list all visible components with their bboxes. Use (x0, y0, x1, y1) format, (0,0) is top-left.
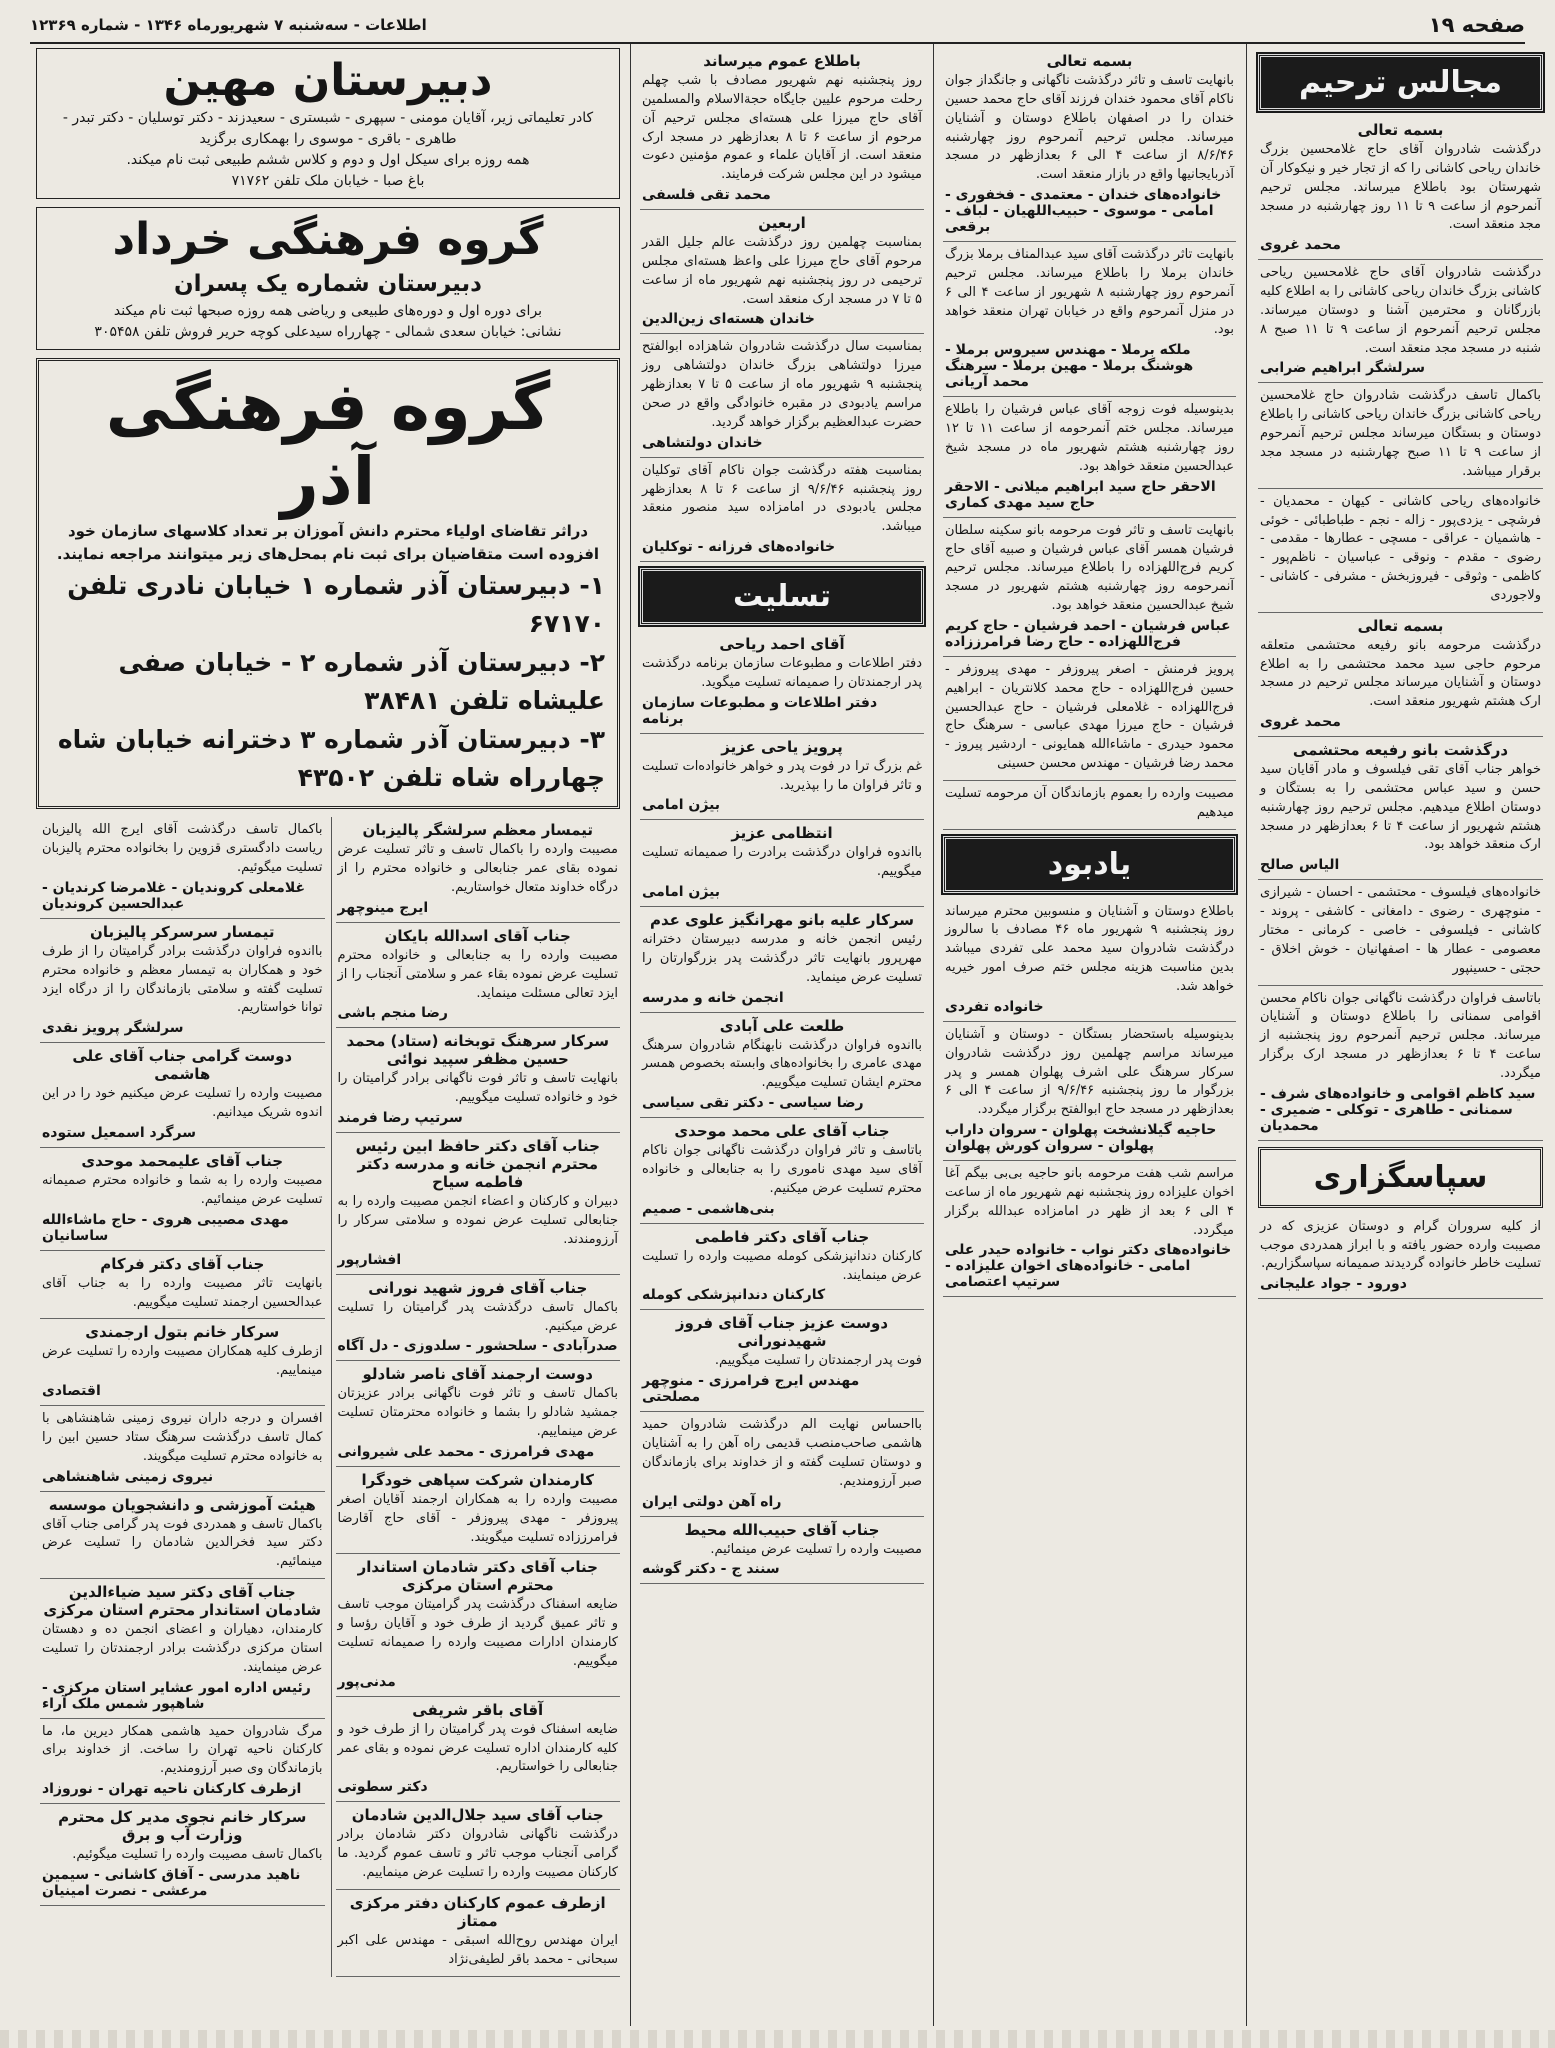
thanks-banner: سپاسگزاری (1258, 1147, 1543, 1208)
notice-list (36, 817, 325, 1976)
notice (640, 734, 924, 821)
notice-body: ضایعه اسفناک فوت پدر گرامیتان را از طرف خود و کلیه کارمندان اداره تسلیت عرض نموده و بقای عمر جنابعالی را خواستاریم. (337, 1721, 618, 1775)
notice-body: مصیبت وارده را باکمال تاسف و تاثر تسلیت عرض نموده بقای عمر جنابعالی و خانواده محترم را از درگاه خداوند متعال خواستاریم. (337, 842, 618, 896)
notice-signature: سرلشگر ابراهیم ضرابی (1260, 360, 1425, 377)
notice-signature: دفتر اطلاعات و مطبوعات سازمان برنامه (642, 694, 878, 727)
notice-title: کارمندان شرکت سپاهی خودگرا (361, 1470, 595, 1489)
notice (336, 1133, 621, 1275)
notice (40, 1319, 325, 1406)
notice-title: آقای احمد ریاحی (719, 635, 845, 654)
condolence-subcolumns (36, 817, 620, 1976)
notice (1258, 383, 1543, 488)
notice-body: ازطرف کلیه همکاران مصیبت وارده را تسلیت عرض مینماییم. (41, 1344, 323, 1379)
notice-body: بانهایت تاثر درگذشت آقای سید عبدالمناف برملا بزرگ خاندان برملا را باطلاع میرساند. مجلس ترحیم آنمرحوم روز چهارشنبه ۸ شهریور از ساعت ۴ الی ۶ در منزل آنمرحوم واقع در خیابان تهران منعقد خواهد بود. (945, 247, 1234, 338)
notice (1258, 117, 1543, 260)
notice-signature: دکتر سطوتی (337, 1779, 428, 1796)
notice (1258, 986, 1543, 1141)
notice-body: باکمال تاسف درگذشت آقای ایرج الله پالیزبان ریاست دادگستری قزوین را بخانواده محترم پالیزبان تسلیت میگوئیم. (42, 822, 323, 876)
notice-list (640, 48, 924, 562)
ad-subtitle: دبیرستان شماره یک پسران (174, 270, 482, 297)
notice (40, 1406, 325, 1492)
notice-signature: محمد غروی (1260, 237, 1341, 254)
notice-title: درگذشت بانو رفیعه محتشمی (1292, 741, 1509, 760)
ad-mahin-school (36, 48, 620, 199)
notice-title: سرکار سرهنگ توبخانه (ستاد) محمد حسین مظفر سپید نوائی (346, 1032, 609, 1069)
notice-body: مصیبت وارده را تسلیت عرض میکنیم خود را در این اندوه شریک میدانیم. (42, 1086, 323, 1121)
notice-signature: رئیس اداره امور عشایر استان مرکزی - شاهپور شمس ملک آراء (42, 1679, 311, 1712)
notice (640, 1310, 924, 1412)
notice-title: جناب آقای دکتر حافظ ابین رئیس محترم انجمن خانه و مدرسه دکتر فاطمه سیاح (355, 1137, 600, 1192)
notice-body: فوت پدر ارجمندتان را تسلیت میگوییم. (714, 1353, 922, 1369)
ad-line: دراثر تقاضای اولیاء محترم دانش آموزان بر تعداد کلاسهای سازمان خود افزوده است متقاضیان برای ثبت نام بمحل‌های زیر میتوانند مراجعه نمایند. (56, 522, 600, 563)
notice-body: خانواده‌های ریاحی کاشانی - کیهان - محمدیان - فرشچی - یزدی‌پور - زاله - نجم - طباطبائی - خوئی - هاشمیان - عراقی - مسچی - عطارها - مقدمی - رضوی - مقدم - ونوقی - عباسیان - ناظم‌پور - کاظمی - وثوقی - فیروزبخش - مشرفی - کاشانی - ولاجوردی (1260, 493, 1541, 603)
notice (943, 1022, 1236, 1161)
notice-body: خواهر جناب آقای تقی فیلسوف و مادر آقایان سید حسن و سید عباس محتشمی را به بستگان و دوستان اطلاع میدهیم. مجلس ترحیم روز چهارشنبه هشتم شهریور از ساعت ۴ تا ۶ بعدازظهر در مسجد ارک منعقد خواهد بود. (1260, 762, 1541, 853)
notice-title: طلعت علی آبادی (719, 1016, 845, 1035)
notice-signature: بیژن امامی (642, 884, 721, 901)
ad-title: گروه فرهنگی خرداد (112, 213, 544, 265)
notice-body: درگذشت شادروان آقای حاج غلامحسین ریاحی کاشانی بزرگ خاندان ریاحی کاشانی را به اطلاع کلیه بازرگانان و محترمین آشنا و دوستان میرساند. مجلس ترحیم آنمرحوم از ساعت ۹ تا ۱۱ صبح ۸ شنبه در مسجد مجد منعقد است. (1260, 265, 1542, 356)
notice-body: خانواده‌های فیلسوف - محتشمی - احسان - شیرازی - منوچهری - رضوی - دامغانی - کاشفی - پروند - کاشانی - فیلسوفی - خاصی - کرمانی - مختار معصومی - عطار ها - اصفهانیان - خوش اخلاق - حجتی - حسینپور (1260, 885, 1541, 976)
notice-body: بانهایت تاسف و تاثر درگذشت ناگهانی و جانگداز جوان ناکام آقای محمود خندان فرزند آقای حاج محمد حسین خندان را در اصفهان باطلاع دوستان و آشنایان میرساند. مجلس ترحیم آنمرحوم روز چهارشنبه ۸/۶/۴۶ از ساعت ۴ الی ۶ بعدازظهر در مسجد آذربایجانیها واقع در بازار منعقد است. (945, 73, 1234, 183)
notice-body: بااندوه فراوان درگذشت برادر گرامیتان را از طرف خود و همکاران به تیمسار معظم و خانواده محترم تسلیت گفته و سلامتی بازماندگان را از درگاه ایزد توانا خواستاریم. (42, 943, 323, 1016)
notice-body: بمناسبت هفته درگذشت جوان ناکام آقای توکلیان روز پنجشنبه ۹/۶/۴۶ از ساعت ۶ تا ۸ بعدازظهر مجلس یادبودی در امامزاده سید منصور منعقد میباشد. (642, 462, 922, 535)
notice (943, 781, 1236, 830)
notice-body: باکمال تاسف مصیبت وارده را تسلیت میگوئیم. (72, 1847, 323, 1863)
notice (40, 817, 325, 919)
notice-list (943, 48, 1236, 830)
notice-body: مصیبت وارده را به همکاران ارجمند آقایان اصغر پیروزفر - مهدی پیروزفر - آقای حاج آقارضا فرامرززاده تسلیت میگویند. (337, 1491, 618, 1545)
notice (40, 1719, 325, 1805)
notice-body: افسران و درجه داران نیروی زمینی شاهنشاهی با کمال تاسف درگذشت سرهنگ ستاد حسین ابین را به خانواده محترم تسلیت میگویند. (42, 1411, 323, 1464)
notice-body: باکمال تاسف و تاثر فوت ناگهانی برادر عزیزتان جمشید شادلو را بشما و خانواده محترمتان تسلیت عرض مینماییم. (337, 1386, 618, 1440)
masthead (30, 8, 1525, 44)
notice-body: باطلاع دوستان و آشنایان و منسوبین محترم میرساند روز پنجشنبه ۹ شهریور ماه ۴۶ مصادف با سالروز درگذشت شادروان سید محمد علی تفردی میباشد بدین مناسبت هزینه مجلس ختم صرف امور خیریه خواهد شد. (945, 903, 1234, 994)
notice (40, 1251, 325, 1320)
notice (943, 397, 1236, 517)
ad-line: نشانی: خیابان سعدی شمالی - چهارراه سیدعلی کوچه حریر فروش تلفن ۳۰۵۴۵۸ (94, 323, 562, 340)
notice (943, 242, 1236, 397)
notice (640, 631, 924, 734)
ad-line: باغ صبا - خیابان ملک تلفن ۷۱۷۶۲ (231, 172, 425, 189)
notice-signature: رضا سیاسی - دکتر تقی سیاسی (642, 1095, 864, 1112)
notice-body: دبیران و کارکنان و اعضاء انجمن مصیبت وارده را به جنابعالی تسلیت عرض نموده و سلامتی سرکار را آرزومندند. (337, 1194, 618, 1247)
ad-title: گروه فرهنگی آذر (105, 367, 551, 521)
notice-signature: الاحقر حاج سید ابراهیم میلانی - الاحقر حاج سید مهدی کماری (945, 478, 1216, 511)
notice-body: کارکنان دندانپزشکی کومله مصیبت وارده را تسلیت عرض مینمایند. (642, 1248, 922, 1283)
notice-title: بسمه تعالی (1046, 52, 1133, 70)
notice-signature: ایرج مینوچهر (337, 899, 429, 916)
notice-body: بمناسبت چهلمین روز درگذشت عالم جلیل القدر مرحوم آقای حاج میرزا علی واعظ هسته‌ای مجلس ترحیمی در روز پنجشنبه نهم شهریور ماه از ساعت ۵ تا ۷ در مسجد ارک منعقد است. (642, 235, 922, 307)
column-rule (630, 44, 631, 2026)
notice (640, 1517, 924, 1585)
notice-body: مصیبت وارده را به جنابعالی و خانواده محترم تسلیت عرض نموده بقاء عمر و سلامتی آنجناب را از ایزد تعالی مسئلت مینماید. (337, 947, 618, 1001)
notice-signature: افشارپور (337, 1251, 402, 1268)
notice-list (331, 817, 621, 1976)
notice (1258, 613, 1543, 737)
notice-title: جناب آقای حبیب‌الله محیط (684, 1520, 880, 1539)
notice (943, 899, 1236, 1022)
notice-list (943, 899, 1236, 1298)
notice-body: مصیبت وارده را بعموم بازماندگان آن مرحومه تسلیت میدهیم (945, 785, 1234, 820)
notice (1258, 880, 1543, 985)
notice (640, 1013, 924, 1119)
notice-body: درگذشت مرحومه بانو رفیعه محتشمی متعلقه مرحوم حاجی سید محمد محتشمی را به اطلاع دوستان و آشنایان میرساند مجلس ترحیم در مسجد ارک هشتم شهریور منعقد است. (1260, 637, 1541, 710)
notice-signature: سید کاظم اقوامی و خانواده‌های شرف - سمنانی - طاهری - توکلی - ضمیری - محمدیان (1260, 1085, 1536, 1134)
notice-signature: راه آهن دولتی ایران (642, 1493, 782, 1510)
notice-signature: ملکه برملا - مهندس سیروس برملا - هوشنگ برملا - مهین برملا - سرهنگ محمد آریانی (945, 342, 1194, 391)
notice-body: مرگ شادروان حمید هاشمی همکار دیرین ما، ما کارکنان ناحیه تهران را ساخت. از خداوند برای بازماندگان وی صبر آرزومندیم. (42, 1723, 323, 1777)
notice (40, 1148, 325, 1251)
notice-body: از کلیه سروران گرام و دوستان عزیزی که در مصیبت وارده حضور یافته و با ابراز همدردی موجب تسلیت خاطر خانواده گردیدند صمیمانه سپاسگزاریم. (1260, 1218, 1541, 1272)
notice-body: بااندوه فراوان درگذشت برادرت را صمیمانه تسلیت میگوییم. (642, 845, 922, 880)
ad-khordad-group (36, 207, 620, 350)
notice (640, 1412, 924, 1516)
notice (640, 1118, 924, 1224)
notice-body: بانهایت تاسف و تاثر فوت ناگهانی برادر گرامیتان را خود و خانواده تسلیت میگوییم. (337, 1071, 618, 1106)
ad-line: همه روزه برای سیکل اول و دوم و کلاس ششم طبیعی ثبت نام میکند. (126, 151, 530, 168)
notice-signature: محمد غروی (1260, 714, 1341, 731)
notice (1258, 489, 1543, 613)
notice-body: ایران مهندس روح‌الله اسبقی - مهندس علی اکبر سبحانی - محمد باقر لطیفی‌نژاد (337, 1932, 618, 1967)
notice-body: باکمال تاسف درگذشت پدر گرامیتان را تسلیت عرض میکنیم. (337, 1299, 618, 1334)
notice-title: آقای باقر شریفی (412, 1700, 544, 1719)
notice-title: سرکار علیه بانو مهرانگیز علوی عدم (650, 911, 914, 930)
notice (336, 1275, 621, 1362)
notice-signature: مهندس ایرج فرامرزی - منوچهر مصلحتی (642, 1373, 860, 1406)
notice-body: پرویز فرمنش - اصغر پیروزفر - مهدی پیروزفر - حسین فرج‌اللهزاده - حاج محمد کلانتریان - ابراهیم فرج‌اللهزاده - غلامعلی فرشیان - حاج عبدالحسین فرشیان - حاج میرزا مهدی عباسی - سرهنگ حاج محمود حیدری - ماشاءالله همایونی - اردشیر پیروز - محمد رضا فرشیان - مهندس محسن حسینی (945, 661, 1234, 772)
notice-title: دوست ارجمند آقای ناصر شادلو (362, 1365, 594, 1384)
notice (640, 1224, 924, 1311)
notice-signature: حاجیه گیلانشخت پهلوان - سروان داراب پهلوان - سروان کورش پهلوان (945, 1122, 1217, 1155)
notice-body: باکمال تاسف درگذشت شادروان حاج غلامحسین ریاحی کاشانی بزرگ خاندان ریاحی کاشانی را باطلاع دوستان و بستگان میرساند مجلس ترحیم آنمرحوم از ساعت ۹ تا ۱۱ صبح چهارشنبه در مسجد مجد برقرار میباشد. (1260, 388, 1542, 479)
notice-body: بااندوه فراوان درگذشت نابهنگام شادروان سرهنگ مهدی عامری را بخانواده‌های وابسته بخصوص همسر محترم ایشان تسلیت میگوییم. (642, 1037, 922, 1091)
notice-signature: سرگرد اسمعیل ستوده (42, 1124, 197, 1141)
page-number: صفحه ۱۹ (1428, 13, 1525, 37)
notice (943, 48, 1236, 242)
ad-address: ۲- دبیرستان آذر شماره ۲ - خیابان صفی علیشاه تلفن ۳۸۴۸۱ (118, 648, 605, 715)
ad-address: ۱- دبیرستان آذر شماره ۱ خیابان نادری تلفن ۶۷۱۷۰ (67, 571, 605, 638)
notice (640, 458, 924, 562)
notice-title: تیمسار سرسرکر پالیزبان (90, 922, 275, 941)
column-memorials (1252, 44, 1549, 2026)
notice (943, 657, 1236, 781)
torn-edge (0, 2030, 1555, 2048)
notice-title: جناب آقای دکتر شادمان استاندار محترم استان مرکزی (357, 1558, 598, 1595)
notice-signature: دورود - جواد علیجانی (1260, 1276, 1407, 1293)
notice (336, 817, 621, 923)
notice-signature: خانواده‌های خندان - معتمدی - فخفوری - امامی - موسوی - حبیب‌اللهیان - لباف - برقعی (945, 187, 1222, 236)
column-notices-3 (634, 44, 930, 2026)
notice-signature: خانواده‌های دکتر نواب - خانواده حیدر علی امامی - خانواده‌های اخوان علیزاده - سرتیپ اعتصامی (945, 1242, 1232, 1291)
notice-title: جناب آقای اسدالله بایکان (384, 926, 571, 945)
notice-body: بمناسبت سال درگذشت شادروان شاهزاده ابوالفتح میرزا دولتشاهی بزرگ خاندان دولتشاهی روز پنجشنبه ۹ شهریور ماه از ساعت ۵ تا ۷ بعدازظهر مراسم یادبودی در مقبره خانوادگی واقع در صحن حضرت عبدالعظیم برگزار خواهد گردید. (642, 339, 922, 430)
notice-signature: غلامعلی کروندیان - غلامرضا کرندیان - عبدالحسین کروندیان (42, 879, 306, 912)
notice (336, 1467, 621, 1555)
notice-body: کارمندان، دهیاران و اعضای انجمن ده و دهستان استان مرکزی درگذشت برادر ارجمندتان را تسلیت عرض مینمایند. (42, 1622, 323, 1675)
notice-body: درگذشت شادروان آقای حاج غلامحسین بزرگ خاندان ریاحی کاشانی را که از تجار خیر و نیکوکار آن شهرستان بود باطلاع میرساند. مجلس ترحیم آنمرحوم از ساعت ۹ تا ۱۱ روز چهارشنبه در مسجد مجد منعقد است. (1260, 142, 1542, 233)
notice-body: درگذشت ناگهانی شادروان دکتر شادمان برادر گرامی آنجناب موجب تاثر و تاسف عموم گردید. ما کارکنان مصیبت وارده را تسلیت عرض مینماییم. (337, 1827, 618, 1880)
notice-list (1258, 117, 1543, 1141)
ad-address: ۳- دبیرستان آذر شماره ۳ دخترانه خیابان شاه چهارراه شاه تلفن ۴۳۵۰۲ (57, 725, 605, 792)
notice-title: دوست گرامی جناب آقای علی هاشمی (72, 1047, 293, 1084)
notice-signature: بیژن امامی (642, 797, 721, 814)
notice-signature: الیاس صالح (1260, 857, 1340, 874)
notice-title: جناب آقای دکتر فاطمی (694, 1227, 870, 1246)
notice-signature: نیروی زمینی شاهنشاهی (42, 1468, 214, 1485)
notice (336, 1361, 621, 1467)
ad-title: دبیرستان مهین (163, 55, 493, 106)
notice-signature: ازطرف کارکنان ناحیه تهران - نوروزاد (42, 1781, 302, 1798)
notice (640, 820, 924, 907)
column-rule (1246, 44, 1247, 2026)
notice-signature: اقتصادی (42, 1383, 101, 1400)
thanks-notice (1258, 1214, 1543, 1300)
notice (1258, 737, 1543, 880)
notice-body: باکمال تاسف و همدردی فوت پدر گرامی جناب آقای دکتر سید فخرالدین شادمان را تسلیت عرض مینمائیم. (42, 1516, 323, 1570)
column-rule (933, 44, 934, 2026)
notice (40, 919, 325, 1043)
notice-signature: کارکنان دندانپزشکی کومله (642, 1287, 826, 1304)
notice-signature: سنند ج - دکتر گوشه (642, 1561, 780, 1578)
notice-body: مراسم شب هفت مرحومه بانو حاجیه بی‌بی بیگم آغا اخوان علیزاده روز پنجشنبه نهم شهریور ماه از ساعت ۴ الی ۶ بعد از ظهر در امامزاده عبدالله برگزار میگردد. (945, 1166, 1234, 1238)
notice-body: بدینوسیله فوت زوجه آقای عباس فرشیان را باطلاع میرساند. مجلس ختم آنمرحومه از ساعت ۱۱ تا ۱۲ روز چهارشنبه هشتم شهریور ماه در مسجد شیخ عبدالحسین منعقد خواهد بود. (945, 402, 1235, 474)
notice-body: روز پنجشنبه نهم شهریور مصادف با شب چهلم رحلت مرحوم علیین جایگاه حجة‌الاسلام والمسلمین آقای حاج میرزا علی هسته‌ای مجلس ترحیم آن مرحوم از ساعت ۶ تا ۸ بعدازظهر در مسجد ارک منعقد است. از آقایان علماء و عموم مؤمنین دعوت میشود در این مجلس شرکت فرمایند. (642, 73, 923, 183)
notice (640, 907, 924, 1013)
notice-body: باتاسف و تاثر فراوان درگذشت ناگهانی جوان ناکام آقای سید مهدی ناموری را به جنابعالی و خانواده محترم تسلیت عرض میکنیم. (642, 1143, 922, 1196)
notice-signature: مهدی مصیبی هروی - حاج ماشاءالله ساسانیان (42, 1211, 289, 1244)
notice (336, 1697, 621, 1803)
notice-body: بدینوسیله باستحضار بستگان - دوستان و آشنایان میرساند مراسم چهلمین روز درگذشت شادروان سرکار سرهنگ علی اشرف پهلوان همسر و پدر بزرگوار ما روز پنجشنبه ۹/۶/۴۶ از ساعت ۴ الی ۶ بعدازظهر در مسجد حاج ابوالفتح برگزار میگردد. (945, 1026, 1234, 1118)
notice-list (640, 631, 924, 1584)
notice-title: اربعین (758, 214, 806, 233)
notice-title: جناب آقای فروز شهید نورانی (368, 1278, 588, 1297)
notice (40, 1043, 325, 1148)
ad-azar-group (36, 358, 620, 810)
notice (40, 1492, 325, 1580)
notice-signature: رضا منجم باشی (337, 1005, 448, 1022)
notice-signature: ناهید مدرسی - آفاق کاشانی - سیمین مرعشی - نصرت امینیان (42, 1867, 301, 1899)
notice-signature: سرتیپ رضا فرمند (337, 1110, 463, 1127)
notice-signature: مدنی‌پور (337, 1673, 396, 1690)
notice (640, 334, 924, 457)
notice (40, 1579, 325, 1719)
notice (1258, 260, 1543, 383)
notice-title: جناب آقای سید جلال‌الدین شادمان (351, 1806, 604, 1825)
notice-body: دفتر اطلاعات و مطبوعات سازمان برنامه درگذشت پدر ارجمندتان را صمیمانه تسلیت میگوید. (642, 656, 922, 690)
ad-line: کادر تعلیماتی زیر، آقایان مومنی - سپهری - شبستری - سعیدزند - دکتر توسلیان - دکتر تبدر - طاهری - باقری - موسوی را بهمکاری برگزید (62, 109, 594, 147)
issue-info: اطلاعات - سه‌شنبه ۷ شهریورماه ۱۳۴۶ - شماره ۱۲۳۶۹ (30, 16, 427, 34)
notice-body: بانهایت تاثر مصیبت وارده را به جناب آقای عبدالحسین ارجمند تسلیت میگوییم. (42, 1275, 323, 1310)
notice (943, 1161, 1236, 1297)
memorial-services-banner: مجالس ترحیم (1258, 54, 1543, 111)
notice-signature: عباس فرشیان - احمد فرشیان - حاج کریم فرج‌اللهزاده - حاج رضا فرامرززاده (945, 617, 1231, 650)
notice-signature: محمد تقی فلسفی (642, 187, 771, 204)
notice-body: غم بزرگ ترا در فوت پدر و خواهر خانواده‌ات تسلیت و تاثر فراوان ما را بپذیرید. (642, 758, 922, 793)
column-ads (30, 44, 626, 2026)
notice-body: مصیبت وارده را به شما و خانواده محترم صمیمانه تسلیت عرض مینمائیم. (42, 1172, 323, 1207)
condolence-banner: تسلیت (640, 568, 924, 625)
notice-title: جناب آقای علی محمد موحدی (674, 1122, 890, 1141)
notice-signature: مهدی فرامرزی - محمد علی شیروانی (337, 1443, 595, 1460)
notice-body: مصیبت وارده را تسلیت عرض مینمائیم. (710, 1541, 922, 1557)
notice-title: تیمسار معظم سرلشگر پالیزبان (362, 821, 594, 840)
notice-title: جناب آقای علیمحمد موحدی (81, 1151, 284, 1170)
notice-body: رئیس انجمن خانه و مدرسه دبیرستان دخترانه مهرپرور بانهایت تاثر درگذشت پدر بزرگوارتان را تسلیت عرض مینماید. (642, 932, 922, 985)
notice-title: بسمه تعالی (1357, 616, 1444, 635)
notice-title: سرکار خانم نجوی مدیر کل محترم وزارت آب و برق (58, 1808, 307, 1845)
notice-title: ازطرف عموم کارکنان دفتر مرکزی ممتاز (349, 1893, 606, 1930)
notice-title: باطلاع عموم میرساند (703, 52, 861, 70)
notice (336, 1554, 621, 1696)
notice (336, 1802, 621, 1890)
remembrance-banner: یادبود (943, 836, 1236, 893)
notice-title: هیئت آموزشی و دانشجویان موسسه (48, 1495, 316, 1514)
ad-line: برای دوره اول و دوره‌های طبیعی و ریاضی همه روزه صبحها ثبت نام میکند (113, 302, 543, 319)
notice-signature: خانواده‌های فرزانه - توکلیان (642, 539, 836, 556)
notice (336, 1028, 621, 1133)
notice (336, 923, 621, 1029)
column-notices-2 (937, 44, 1242, 2026)
notice-title: سرکار خانم بتول ارجمندی (85, 1323, 280, 1342)
notice-signature: انجمن خانه و مدرسه (642, 989, 784, 1006)
notice-title: جناب آقای دکتر سید ضیاءالدین شادمان استاندار محترم استان مرکزی (43, 1583, 322, 1620)
notice-title: پرویز یاحی عزیز (721, 737, 843, 756)
notice (943, 518, 1236, 657)
notice (40, 1804, 325, 1906)
notice-signature: بنی‌هاشمی - صمیم (642, 1200, 775, 1217)
notice-body: ضایعه اسفناک درگذشت پدر گرامیتان موجب تاسف و تاثر عمیق گردید از طرف خود و آقایان رؤسا و کارمندان ادارات مصیبت وارده را صمیمانه تسلیت میگوییم. (337, 1597, 618, 1669)
notice-title: دوست عزیز جناب آقای فروز شهیدنورانی (675, 1314, 889, 1351)
notice-signature: خاندان دولتشاهی (642, 434, 763, 451)
notice-signature: صدرآبادی - سلحشور - سلدوزی - دل آگاه (337, 1338, 618, 1355)
notice (640, 48, 924, 210)
notice (640, 210, 924, 334)
notice-signature: خانواده تفردی (945, 998, 1044, 1015)
notice-body: بانهایت تاسف و تاثر فوت مرحومه بانو سکینه سلطان فرشیان همسر آقای عباس فرشیان و صبیه آقای حاج کریم فرج‌اللهزاده را باطلاع میرساند. مجلس ترحیم آنمرحومه روز چهارشنبه هشتم شهریور در مسجد شیخ عبدالحسین منعقد خواهد بود. (945, 522, 1234, 614)
notice-signature: خاندان هسته‌ای زین‌الدین (642, 311, 815, 328)
notice-title: انتظامی عزیز (731, 824, 833, 843)
notice-body: باتاسف فراوان درگذشت ناگهانی جوان ناکام محسن اقوامی سمنانی را باطلاع دوستان و آشنایان میرساند. مجلس ترحیم آنمرحوم روز پنجشنبه از ساعت ۴ تا ۶ بعدازظهر در مسجد ارک برگزار میگردد. (1260, 990, 1542, 1081)
notice-body: بااحساس نهایت الم درگذشت شادروان حمید هاشمی صاحب‌منصب قدیمی راه آهن را به آشنایان و دوستان تسلیت گفته و از خداوند برای بازماندگان صبر آرزومندیم. (642, 1417, 922, 1489)
notice-signature: سرلشگر پرویز نقدی (42, 1020, 184, 1037)
notice-title: بسمه تعالی (1357, 121, 1444, 139)
notice-title: جناب آقای دکتر فرکام (100, 1254, 265, 1273)
notice (336, 1890, 621, 1977)
